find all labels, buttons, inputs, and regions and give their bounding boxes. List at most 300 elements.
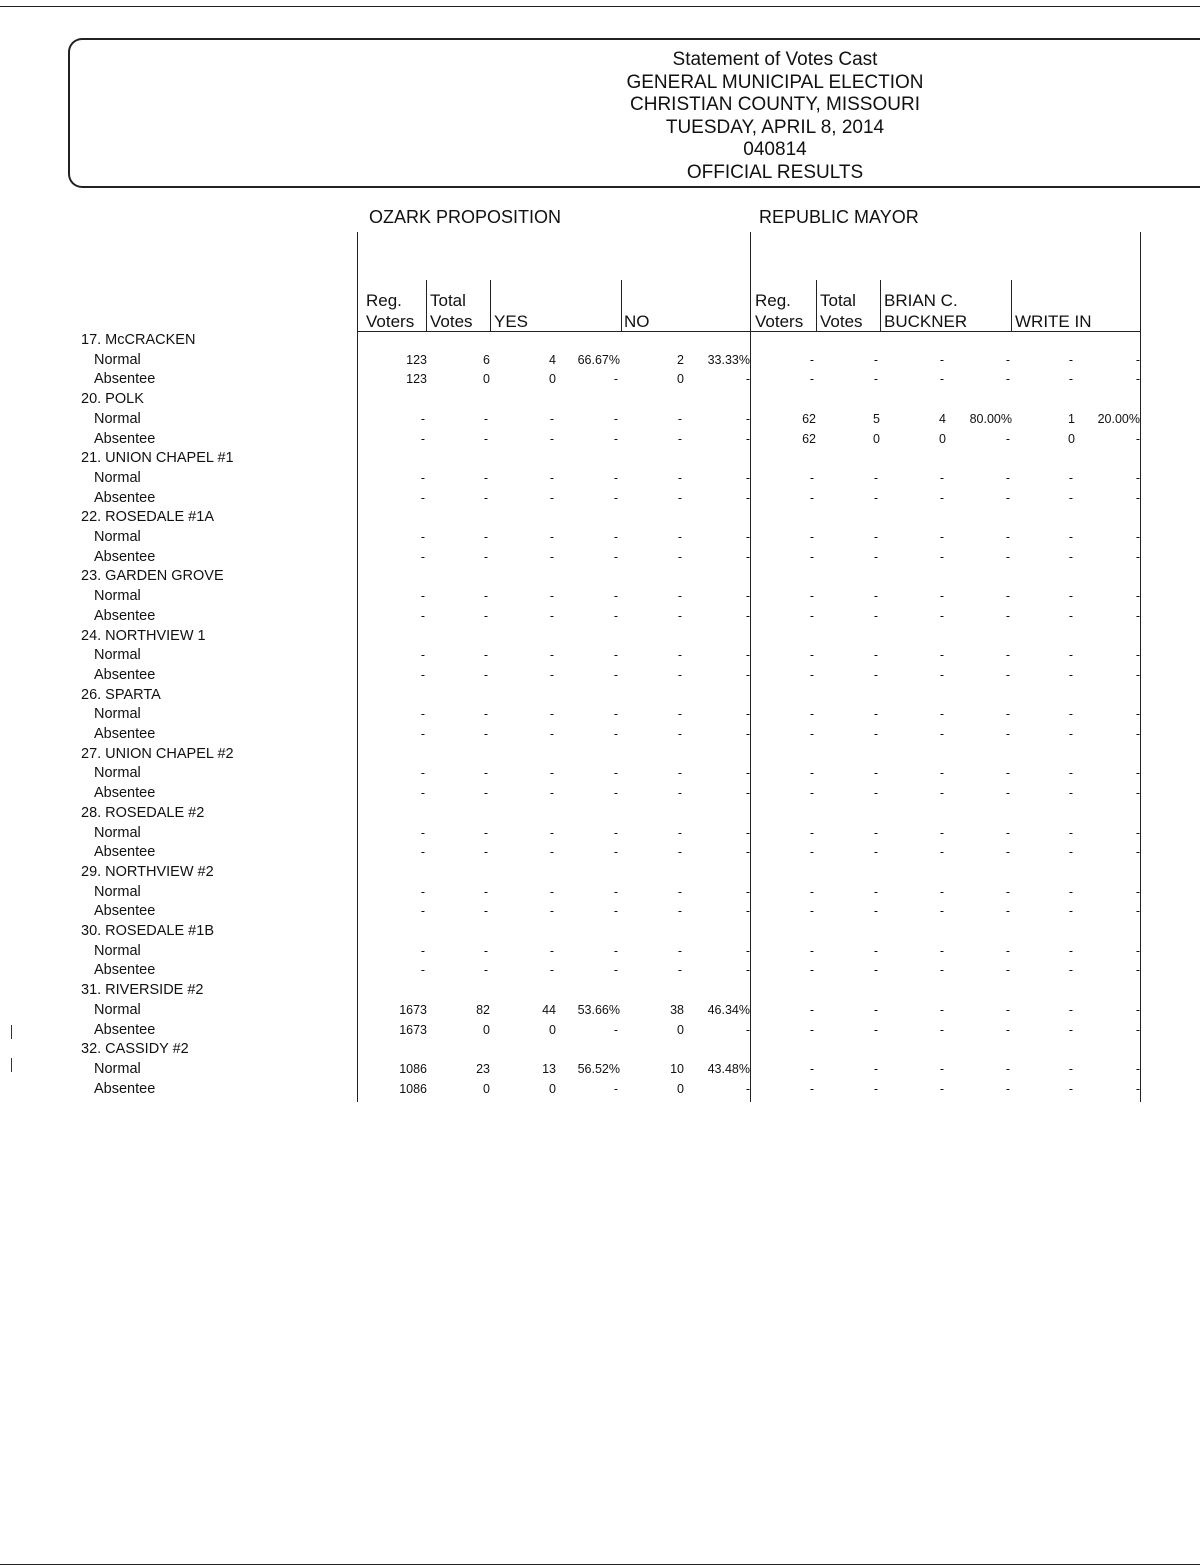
ozark-cell: -	[549, 549, 554, 564]
ozark-cell: -	[613, 490, 618, 505]
ozark-cell: -	[549, 786, 554, 801]
ozark-cell: -	[549, 943, 554, 958]
ozark-cell: -	[613, 963, 618, 978]
ozark-cell: 1086	[399, 1061, 427, 1076]
county-name: CHRISTIAN COUNTY, MISSOURI	[630, 94, 920, 116]
ozark-cell: -	[549, 766, 554, 781]
ozark-cell: 10	[670, 1061, 684, 1076]
republic-cell: -	[809, 766, 814, 781]
republic-cell: -	[873, 589, 878, 604]
republic-cell: -	[1068, 904, 1073, 919]
republic-cell: -	[1135, 766, 1140, 781]
ozark-cell: -	[677, 943, 682, 958]
republic-cell: -	[809, 904, 814, 919]
republic-cell: -	[1068, 470, 1073, 485]
ozark-cell: -	[613, 707, 618, 722]
republic-cell: 5	[873, 411, 880, 426]
republic-cell: -	[939, 470, 944, 485]
republic-cell: -	[1005, 825, 1010, 840]
ozark-cell: -	[745, 1022, 750, 1037]
ozark-cell: -	[745, 431, 750, 446]
republic-cell: -	[1005, 707, 1010, 722]
ozark-cell: -	[483, 667, 488, 682]
ozark-cell: 53.66%	[577, 1002, 620, 1017]
ozark-cell: -	[745, 648, 750, 663]
precinct-name: 32. CASSIDY #2	[81, 1041, 189, 1058]
ozark-cell: -	[677, 786, 682, 801]
republic-cell: -	[809, 667, 814, 682]
republic-cell: -	[1135, 352, 1140, 367]
vote-type-label: Absentee	[94, 1080, 156, 1097]
ozark-cell: -	[483, 963, 488, 978]
ozark-cell: -	[613, 648, 618, 663]
election-date: TUESDAY, APRIL 8, 2014	[665, 116, 885, 138]
ozark-cell: 66.67%	[577, 352, 620, 367]
ozark-cell: -	[677, 707, 682, 722]
republic-cell: -	[1068, 963, 1073, 978]
republic-cell: -	[873, 470, 878, 485]
ozark-cell: -	[483, 707, 488, 722]
republic-cell: -	[1005, 766, 1010, 781]
ozark-cell: -	[745, 786, 750, 801]
vote-type-label: Normal	[94, 410, 141, 427]
ozark-cell: -	[677, 608, 682, 623]
republic-cell: -	[809, 549, 814, 564]
ozark-cell: -	[613, 431, 618, 446]
republic-cell: -	[1068, 845, 1073, 860]
ozark-cell: -	[677, 648, 682, 663]
republic-candidate-header: BRIAN C. BUCKNER	[884, 291, 968, 331]
ozark-cell: -	[613, 727, 618, 741]
ozark-cell: -	[745, 963, 750, 978]
republic-cell: -	[939, 766, 944, 781]
republic-cell: -	[1005, 943, 1010, 958]
vote-type-label: Normal	[94, 469, 141, 486]
republic-cell: 0	[939, 431, 946, 446]
ozark-cell: -	[483, 766, 488, 781]
republic-cell: -	[939, 1022, 944, 1037]
republic-cell: -	[873, 1061, 878, 1076]
ozark-cell: -	[549, 667, 554, 682]
ozark-cell: 0	[483, 1022, 490, 1037]
ozark-cell: -	[677, 845, 682, 860]
section-title-ozark: OZARK PROPOSITION	[369, 207, 562, 227]
ozark-cell: -	[549, 963, 554, 978]
republic-cell: -	[873, 786, 878, 801]
ozark-cell: -	[677, 963, 682, 978]
republic-cell: -	[1068, 1022, 1073, 1037]
republic-cell: -	[809, 1081, 814, 1096]
republic-cell: -	[873, 372, 878, 387]
ozark-cell: -	[745, 825, 750, 840]
republic-cell: -	[809, 530, 814, 544]
ozark-cell: -	[677, 530, 682, 544]
ozark-reg-voters-header: Reg. Voters	[366, 291, 415, 331]
republic-cell: -	[1005, 372, 1010, 387]
ozark-cell: -	[420, 884, 425, 899]
republic-cell: -	[1068, 707, 1073, 722]
ozark-cell: -	[549, 431, 554, 446]
republic-cell: -	[1068, 490, 1073, 505]
ozark-cell: -	[745, 530, 750, 544]
precinct-name: 22. ROSEDALE #1A	[81, 509, 214, 526]
ozark-cell: -	[613, 766, 618, 781]
precinct-name: 27. UNION CHAPEL #2	[81, 745, 234, 762]
ozark-cell: -	[677, 727, 682, 741]
ozark-cell: -	[613, 1022, 618, 1037]
vote-type-label: Absentee	[94, 607, 156, 624]
republic-cell: -	[1068, 372, 1073, 387]
republic-cell: 0	[1068, 431, 1075, 446]
republic-cell: 80.00%	[969, 411, 1012, 426]
republic-cell: -	[1135, 589, 1140, 604]
republic-cell: -	[939, 963, 944, 978]
results-status: OFFICIAL RESULTS	[686, 161, 864, 183]
ozark-cell: -	[483, 648, 488, 663]
ozark-cell: -	[420, 766, 425, 781]
vote-type-label: Normal	[94, 529, 141, 545]
republic-cell: -	[1068, 648, 1073, 663]
republic-cell: -	[1135, 372, 1140, 387]
republic-cell: -	[1005, 1002, 1010, 1017]
republic-cell: -	[1068, 786, 1073, 801]
republic-cell: -	[1068, 727, 1073, 741]
ozark-cell: -	[483, 943, 488, 958]
ozark-cell: -	[613, 530, 618, 544]
republic-reg-voters-header: Reg. Voters	[755, 291, 804, 331]
republic-cell: -	[809, 352, 814, 367]
republic-cell: -	[873, 352, 878, 367]
republic-cell: -	[1068, 1002, 1073, 1017]
republic-cell: -	[1068, 766, 1073, 781]
republic-cell: -	[1135, 608, 1140, 623]
ozark-cell: -	[677, 411, 682, 426]
republic-cell: -	[1068, 530, 1073, 544]
ozark-cell: -	[677, 766, 682, 781]
ozark-cell: -	[420, 667, 425, 682]
ozark-cell: -	[420, 648, 425, 663]
republic-cell: -	[809, 1002, 814, 1017]
ozark-cell: -	[483, 490, 488, 505]
ozark-cell: 23	[476, 1061, 490, 1076]
republic-cell: -	[1135, 845, 1140, 860]
republic-cell: -	[873, 667, 878, 682]
republic-cell: -	[809, 1061, 814, 1076]
republic-cell: -	[939, 608, 944, 623]
ozark-cell: 38	[670, 1002, 684, 1017]
ozark-cell: 0	[677, 1022, 684, 1037]
ozark-cell: -	[420, 530, 425, 544]
ozark-cell: -	[549, 707, 554, 722]
ozark-cell: -	[613, 470, 618, 485]
ozark-cell: -	[420, 589, 425, 604]
scan-mark	[11, 1025, 12, 1039]
ozark-cell: -	[745, 608, 750, 623]
republic-cell: -	[1005, 431, 1010, 446]
republic-cell: -	[939, 352, 944, 367]
republic-cell: -	[1135, 470, 1140, 485]
republic-cell: -	[1005, 1061, 1010, 1076]
republic-cell: -	[1068, 1081, 1073, 1096]
ozark-cell: -	[483, 825, 488, 840]
precinct-name: 29. NORTHVIEW #2	[81, 863, 214, 880]
ozark-cell: 2	[677, 352, 684, 367]
column-divider-right	[1140, 232, 1141, 1102]
ozark-cell: -	[745, 470, 750, 485]
republic-cell: -	[1005, 1022, 1010, 1037]
ozark-cell: 6	[483, 352, 490, 367]
republic-cell: -	[873, 490, 878, 505]
vote-type-label: Absentee	[94, 1021, 156, 1038]
ozark-cell: -	[483, 884, 488, 899]
republic-cell: -	[939, 549, 944, 564]
republic-cell: -	[1005, 667, 1010, 682]
ozark-cell: 0	[549, 1081, 556, 1096]
vote-type-label: Absentee	[94, 785, 156, 802]
ozark-cell: -	[549, 411, 554, 426]
ozark-cell: 56.52%	[577, 1061, 620, 1076]
precinct-name: 23. GARDEN GROVE	[81, 568, 224, 585]
republic-cell: -	[939, 1061, 944, 1076]
republic-cell: -	[873, 549, 878, 564]
republic-cell: -	[939, 845, 944, 860]
ozark-cell: -	[613, 904, 618, 919]
ozark-cell: -	[483, 411, 488, 426]
ozark-cell: -	[483, 431, 488, 446]
republic-cell: -	[1068, 608, 1073, 623]
ozark-cell: -	[613, 1081, 618, 1096]
ozark-cell: -	[677, 904, 682, 919]
ozark-cell: 0	[483, 372, 490, 387]
top-border-line	[0, 6, 1200, 7]
ozark-cell: -	[745, 727, 750, 741]
republic-cell: -	[939, 1002, 944, 1017]
republic-cell: -	[1005, 904, 1010, 919]
ozark-cell: -	[420, 431, 425, 446]
ozark-cell: 1673	[399, 1002, 427, 1017]
ozark-cell: 44	[542, 1002, 556, 1017]
republic-cell: -	[1135, 825, 1140, 840]
election-code: 040814	[743, 139, 807, 161]
ozark-header-underline	[357, 331, 750, 332]
ozark-cell: 0	[677, 372, 684, 387]
republic-cell: -	[873, 845, 878, 860]
republic-subcol-divider	[816, 280, 817, 331]
republic-cell: -	[1135, 727, 1140, 741]
republic-cell: -	[939, 727, 944, 741]
vote-type-label: Normal	[94, 647, 141, 664]
republic-cell: -	[939, 648, 944, 663]
republic-cell: 0	[873, 431, 880, 446]
republic-cell: 62	[802, 411, 816, 426]
republic-cell: -	[1005, 352, 1010, 367]
precinct-name: 30. ROSEDALE #1B	[81, 923, 214, 939]
ozark-cell: 123	[406, 372, 427, 387]
republic-cell: -	[1068, 352, 1073, 367]
republic-cell: -	[939, 1081, 944, 1096]
republic-cell: -	[1135, 1061, 1140, 1076]
ozark-cell: -	[420, 549, 425, 564]
republic-cell: -	[1005, 490, 1010, 505]
republic-cell: -	[809, 825, 814, 840]
republic-cell: -	[1135, 490, 1140, 505]
ozark-cell: 0	[677, 1081, 684, 1096]
republic-cell: 20.00%	[1097, 411, 1140, 426]
republic-cell: -	[809, 786, 814, 801]
ozark-cell: -	[613, 825, 618, 840]
republic-cell: -	[1068, 1061, 1073, 1076]
ozark-cell: -	[745, 411, 750, 426]
republic-cell: -	[939, 904, 944, 919]
ozark-cell: -	[677, 549, 682, 564]
republic-cell: -	[1135, 943, 1140, 958]
ozark-cell: -	[745, 1081, 750, 1096]
ozark-cell: 0	[549, 372, 556, 387]
precinct-name: 26. SPARTA	[81, 686, 161, 703]
ozark-cell: -	[420, 786, 425, 801]
ozark-cell: -	[420, 707, 425, 722]
precinct-name: 28. ROSEDALE #2	[81, 804, 205, 821]
republic-cell: -	[873, 707, 878, 722]
precinct-name: 31. RIVERSIDE #2	[81, 982, 204, 999]
ozark-cell: -	[549, 589, 554, 604]
ozark-cell: -	[613, 845, 618, 860]
republic-cell: -	[1005, 470, 1010, 485]
vote-type-label: Absentee	[94, 844, 156, 861]
ozark-cell: -	[483, 589, 488, 604]
ozark-cell: -	[483, 549, 488, 564]
ozark-cell: -	[613, 372, 618, 387]
ozark-cell: -	[420, 490, 425, 505]
ozark-cell: -	[549, 825, 554, 840]
vote-type-label: Absentee	[94, 548, 156, 565]
ozark-cell: 1673	[399, 1022, 427, 1037]
republic-cell: -	[873, 963, 878, 978]
ozark-cell: -	[420, 411, 425, 426]
republic-cell: -	[809, 589, 814, 604]
ozark-no-header: NO	[624, 312, 650, 331]
ozark-cell: -	[677, 884, 682, 899]
ozark-cell: -	[549, 470, 554, 485]
republic-cell: -	[939, 372, 944, 387]
republic-cell: -	[873, 1081, 878, 1096]
document-header	[560, 49, 990, 185]
ozark-cell: -	[549, 648, 554, 663]
ozark-cell: -	[549, 608, 554, 623]
republic-cell: -	[1135, 1002, 1140, 1017]
republic-cell: -	[1135, 904, 1140, 919]
republic-cell: -	[809, 707, 814, 722]
republic-cell: -	[1068, 825, 1073, 840]
vote-type-label: Normal	[94, 706, 141, 723]
ozark-cell: 1086	[399, 1081, 427, 1096]
ozark-subcol-divider	[490, 280, 491, 331]
ozark-cell: -	[420, 727, 425, 741]
ozark-cell: -	[745, 667, 750, 682]
republic-cell: -	[1068, 549, 1073, 564]
ozark-cell: -	[420, 943, 425, 958]
republic-cell: -	[939, 589, 944, 604]
republic-cell: -	[809, 648, 814, 663]
ozark-cell: -	[745, 904, 750, 919]
ozark-cell: -	[613, 589, 618, 604]
republic-cell: -	[939, 786, 944, 801]
republic-cell: -	[1135, 1022, 1140, 1037]
ozark-subcol-divider	[621, 280, 622, 331]
ozark-cell: -	[483, 727, 488, 741]
republic-cell: -	[1005, 727, 1010, 741]
vote-type-label: Normal	[94, 588, 141, 605]
precinct-name: 17. McCRACKEN	[81, 332, 196, 348]
republic-cell: -	[873, 904, 878, 919]
republic-cell: -	[873, 727, 878, 741]
ozark-cell: -	[745, 884, 750, 899]
ozark-cell: -	[420, 825, 425, 840]
ozark-cell: -	[677, 825, 682, 840]
republic-cell: -	[939, 825, 944, 840]
republic-cell: -	[1068, 667, 1073, 682]
document-title: Statement of Votes Cast	[672, 49, 878, 70]
republic-cell: -	[873, 943, 878, 958]
ozark-cell: -	[549, 904, 554, 919]
ozark-yes-header: YES	[494, 312, 529, 331]
vote-type-label: Absentee	[94, 962, 156, 979]
republic-cell: -	[1068, 589, 1073, 604]
republic-cell: -	[1005, 786, 1010, 801]
vote-type-label: Normal	[94, 765, 141, 782]
vote-type-label: Absentee	[94, 903, 156, 920]
ozark-cell: -	[613, 786, 618, 801]
republic-cell: 4	[939, 411, 946, 426]
ozark-cell: 82	[476, 1002, 490, 1017]
republic-cell: -	[1068, 884, 1073, 899]
republic-cell: -	[939, 667, 944, 682]
ozark-cell: -	[745, 589, 750, 604]
precinct-name: 24. NORTHVIEW 1	[81, 627, 206, 644]
republic-cell: -	[1135, 707, 1140, 722]
column-divider-middle	[750, 232, 751, 1102]
ozark-cell: -	[677, 470, 682, 485]
ozark-cell: -	[420, 845, 425, 860]
republic-cell: -	[809, 490, 814, 505]
ozark-total-votes-header: Total Votes	[430, 291, 473, 331]
precinct-name: 21. UNION CHAPEL #1	[81, 450, 234, 467]
republic-cell: -	[1005, 589, 1010, 604]
ozark-cell: -	[745, 490, 750, 505]
vote-type-label: Normal	[94, 351, 141, 368]
vote-type-label: Absentee	[94, 430, 156, 447]
ozark-cell: -	[420, 608, 425, 623]
republic-cell: -	[1135, 431, 1140, 446]
ozark-cell: -	[549, 490, 554, 505]
republic-cell: -	[873, 825, 878, 840]
section-title-republic: REPUBLIC MAYOR	[759, 207, 919, 227]
ozark-cell: 13	[542, 1061, 556, 1076]
republic-cell: -	[1135, 530, 1140, 544]
republic-cell: -	[939, 707, 944, 722]
vote-type-label: Absentee	[94, 489, 156, 506]
republic-cell: -	[939, 943, 944, 958]
republic-cell: -	[809, 884, 814, 899]
ozark-cell: 46.34%	[707, 1002, 750, 1017]
ozark-cell: -	[613, 608, 618, 623]
ozark-cell: -	[483, 470, 488, 485]
ozark-cell: -	[677, 667, 682, 682]
ozark-cell: 33.33%	[707, 352, 750, 367]
vote-type-label: Normal	[94, 883, 141, 900]
ozark-cell: -	[745, 845, 750, 860]
republic-cell: -	[809, 943, 814, 958]
